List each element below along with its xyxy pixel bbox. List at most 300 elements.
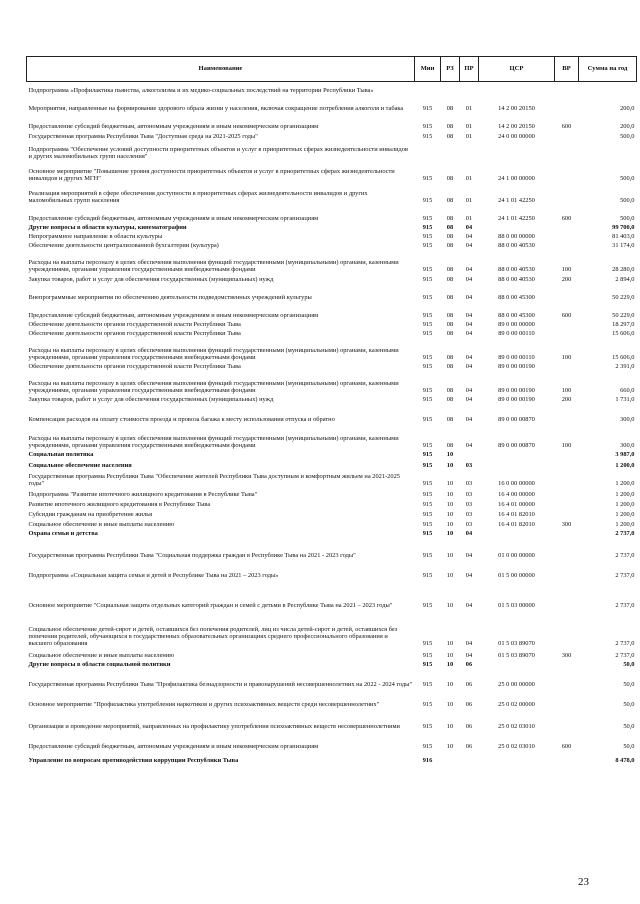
- cell-sum: 1 200,0: [615, 511, 635, 519]
- cell-vr: [555, 580, 579, 610]
- cell-csr: 01 5 03 89070: [498, 652, 535, 660]
- cell-pr: 06: [465, 701, 473, 709]
- cell-name: Социальное обеспечение и иные выплаты населению: [28, 652, 175, 660]
- cell-pr: 03: [465, 521, 473, 529]
- table-row: [27, 648, 637, 660]
- cell-vr: 100: [561, 266, 572, 274]
- cell-csr: 25 0 02 03010: [498, 743, 535, 751]
- cell-name: Развитие ипотечного жилищного кредитования в Республике Тыва: [28, 501, 211, 509]
- cell-vr: [555, 459, 579, 470]
- table-row: [27, 395, 637, 404]
- cell-name: Управление по вопросам противодействия коррупции Республики Тыва: [28, 757, 239, 765]
- cell-vr: [555, 529, 579, 538]
- cell-pr: 01: [465, 105, 473, 113]
- cell-min: 915: [422, 396, 433, 404]
- cell-sum: 15 606,0: [612, 354, 635, 362]
- cell-pr: [460, 751, 479, 765]
- cell-name: Государственная программа Республики Тыва "Доступная среда на 2021-2025 годы": [28, 133, 258, 141]
- cell-name: Государственная программа Республики Тыва "Социальная поддержка граждан в Республике Тыва на 2021 - 2023 годы": [28, 552, 356, 560]
- cell-rz: 10: [446, 661, 454, 669]
- cell-min: 915: [422, 133, 433, 141]
- cell-vr: [555, 709, 579, 731]
- cell-name: Мероприятия, направленные на формирование здорового образа жизни у населения, включая сокращение потребления алкоголя и табака: [28, 105, 404, 113]
- cell-pr: 04: [465, 572, 473, 580]
- table-row: [27, 223, 637, 232]
- cell-vr: 100: [561, 442, 572, 450]
- cell-pr: 04: [465, 266, 473, 274]
- cell-rz: 08: [446, 242, 454, 250]
- cell-rz: 08: [446, 197, 454, 205]
- cell-csr: 25 0 02 03010: [498, 723, 535, 731]
- cell-name: Государственная программа Республики Тыва "Профилактика безнадзорности и правонарушений несовершеннолетних на 2022 - 2024 годы": [28, 681, 413, 689]
- table-row: [27, 302, 637, 320]
- cell-csr: 24 0 00 00000: [498, 133, 535, 141]
- cell-csr: 89 0 00 00870: [498, 442, 535, 450]
- cell-csr: 89 0 00 00190: [498, 396, 535, 404]
- cell-rz: 08: [446, 224, 454, 232]
- cell-csr: 14 2 00 20150: [498, 105, 535, 113]
- cell-rz: 08: [446, 105, 454, 113]
- table-row: [27, 183, 637, 205]
- cell-rz: 08: [446, 266, 454, 274]
- cell-name: Другие вопросы в области культуры, кинематографии: [28, 224, 187, 232]
- cell-sum: 2 737,0: [615, 640, 635, 648]
- table-row: [27, 205, 637, 223]
- cell-vr: 100: [561, 387, 572, 395]
- cell-name: Расходы на выплаты персоналу в целях обеспечения выполнения функций государственными (муниципальными) органами, казенными учреждениями, органами управления государственными внебюджетными фондами: [28, 380, 399, 395]
- cell-rz: 08: [446, 312, 454, 320]
- cell-pr: 04: [465, 312, 473, 320]
- cell-rz: 10: [446, 701, 454, 709]
- cell-rz: 08: [446, 363, 454, 371]
- cell-min: 915: [422, 442, 433, 450]
- cell-pr: 04: [465, 363, 473, 371]
- cell-rz: 10: [446, 602, 454, 610]
- cell-pr: 04: [465, 396, 473, 404]
- cell-name: Закупка товаров, работ и услуг для обеспечения государственных (муниципальных) нужд: [28, 396, 274, 404]
- cell-csr: [479, 529, 555, 538]
- cell-rz: 10: [446, 552, 454, 560]
- cell-name: Подпрограмма «Профилактика пьянства, алкоголизма и их медико-социальных последствий на территории Республики Тыва»: [28, 87, 374, 95]
- table-row: [27, 560, 637, 580]
- table-row: [27, 141, 637, 161]
- cell-name: Закупка товаров, работ и услуг для обеспечения государственных (муниципальных) нужд: [28, 276, 274, 284]
- cell-sum: 660,0: [620, 387, 635, 395]
- header-pr: ПР: [460, 57, 479, 82]
- cell-min: 915: [422, 640, 433, 648]
- cell-csr: [479, 82, 555, 95]
- table-row: [27, 404, 637, 424]
- budget-table: [26, 56, 637, 765]
- cell-vr: 600: [561, 123, 572, 131]
- cell-name: Социальное обеспечение детей-сирот и детей, оставшихся без попечения родителей, лиц из числа детей-сирот и детей, оставшихся без попечения родителей, обучающихся в государственных образовательных организациях среднего профессионального образования и высшего образования: [28, 625, 398, 648]
- cell-csr: 88 0 00 45300: [498, 294, 535, 302]
- cell-sum: 99 700,0: [612, 224, 635, 232]
- cell-rz: 10: [446, 530, 454, 538]
- table-row: [27, 689, 637, 709]
- cell-vr: [555, 404, 579, 424]
- cell-rz: 08: [446, 175, 454, 183]
- cell-min: 915: [422, 312, 433, 320]
- cell-min: 915: [422, 175, 433, 183]
- cell-name: Компенсация расходов на оплату стоимости проезда и провоза багажа к месту использования отпуска и обратно: [28, 416, 335, 424]
- table-row: [27, 82, 637, 95]
- cell-csr: [479, 459, 555, 470]
- cell-min: 915: [422, 701, 433, 709]
- cell-sum: 50,0: [623, 743, 635, 751]
- cell-min: 915: [422, 215, 433, 223]
- cell-csr: 25 0 02 00000: [498, 701, 535, 709]
- cell-pr: 04: [465, 233, 473, 241]
- cell-sum: 18 297,0: [612, 321, 635, 329]
- cell-vr: [555, 320, 579, 329]
- cell-rz: 10: [446, 511, 454, 519]
- cell-min: 915: [422, 197, 433, 205]
- cell-vr: [555, 362, 579, 371]
- cell-vr: [555, 241, 579, 250]
- cell-vr: [555, 610, 579, 648]
- cell-rz: 10: [446, 451, 454, 459]
- cell-sum: 300,0: [620, 442, 635, 450]
- cell-pr: 04: [465, 552, 473, 560]
- cell-name: Другие вопросы в области социальной политики: [28, 661, 171, 669]
- table-row: [27, 424, 637, 450]
- cell-pr: 01: [465, 133, 473, 141]
- cell-sum: 500,0: [620, 215, 635, 223]
- table-row: [27, 580, 637, 610]
- cell-pr: 06: [465, 681, 473, 689]
- cell-min: 915: [422, 416, 433, 424]
- cell-name: Расходы на выплаты персоналу в целях обеспечения выполнения функций государственными (муниципальными) органами, казенными учреждениями, органами управления государственными внебюджетными фондами: [28, 259, 399, 274]
- cell-sum: 2 737,0: [615, 552, 635, 560]
- cell-rz: 08: [446, 416, 454, 424]
- cell-min: 915: [422, 652, 433, 660]
- cell-rz: 08: [446, 276, 454, 284]
- cell-pr: 01: [465, 175, 473, 183]
- cell-rz: 08: [446, 396, 454, 404]
- cell-vr: [555, 131, 579, 141]
- cell-csr: 16 4 00 00000: [498, 491, 535, 499]
- cell-vr: [555, 470, 579, 488]
- table-row: [27, 509, 637, 519]
- table-row: [27, 274, 637, 284]
- cell-csr: 88 0 00 40530: [498, 276, 535, 284]
- cell-rz: 08: [446, 354, 454, 362]
- cell-rz: 10: [446, 652, 454, 660]
- cell-vr: 600: [561, 215, 572, 223]
- cell-vr: [555, 329, 579, 338]
- header-sum: Сумма на год: [579, 57, 637, 82]
- cell-rz: 10: [446, 681, 454, 689]
- cell-sum: 1 200,0: [615, 521, 635, 529]
- cell-name: Обеспечение деятельности органов государственной власти Республики Тыва: [28, 363, 241, 371]
- cell-csr: 24 1 00 00000: [498, 175, 535, 183]
- cell-min: 915: [422, 233, 433, 241]
- cell-vr: [555, 499, 579, 509]
- cell-sum: 1 731,0: [615, 396, 635, 404]
- cell-sum: 2 737,0: [615, 602, 635, 610]
- cell-vr: [555, 488, 579, 499]
- cell-csr: 89 0 00 00190: [498, 363, 535, 371]
- table-row: [27, 660, 637, 669]
- table-row: [27, 669, 637, 689]
- cell-min: 915: [422, 681, 433, 689]
- cell-csr: 16 4 01 00000: [498, 501, 535, 509]
- cell-csr: 89 0 00 00110: [498, 354, 535, 362]
- cell-min: 915: [422, 501, 433, 509]
- cell-pr: 04: [465, 276, 473, 284]
- cell-rz: 08: [446, 442, 454, 450]
- cell-name: Основное мероприятие "Социальная защита отдельных категорий граждан и семей с детьми в Республике Тыва на 2021 – 2023 годы": [28, 602, 393, 610]
- cell-pr: 04: [465, 442, 473, 450]
- cell-min: [415, 141, 441, 161]
- cell-min: 915: [422, 530, 433, 538]
- cell-csr: 14 2 00 20150: [498, 123, 535, 131]
- table-row: [27, 362, 637, 371]
- table-row: [27, 284, 637, 302]
- cell-sum: 1 200,0: [615, 491, 635, 499]
- cell-rz: 10: [446, 572, 454, 580]
- cell-sum: 2 737,0: [615, 530, 635, 538]
- cell-csr: [479, 141, 555, 161]
- cell-min: 915: [422, 451, 433, 459]
- table-row: [27, 731, 637, 751]
- table-row: [27, 161, 637, 183]
- cell-sum: 2 894,0: [615, 276, 635, 284]
- cell-pr: 03: [465, 480, 473, 488]
- cell-sum: 50,0: [623, 661, 635, 669]
- cell-csr: 89 0 00 00000: [498, 321, 535, 329]
- header-name: Наименование: [27, 57, 415, 82]
- table-row: [27, 113, 637, 131]
- cell-pr: 04: [465, 294, 473, 302]
- table-row: [27, 499, 637, 509]
- cell-name: Расходы на выплаты персоналу в целях обеспечения выполнения функций государственными (муниципальными) органами, казенными учреждениями, органами управления государственными внебюджетными фондами: [28, 347, 399, 362]
- cell-vr: 600: [561, 312, 572, 320]
- cell-csr: [479, 660, 555, 669]
- cell-rz: 10: [446, 491, 454, 499]
- cell-sum: 500,0: [620, 175, 635, 183]
- cell-sum: 50 229,0: [612, 294, 635, 302]
- table-row: [27, 232, 637, 241]
- cell-sum: 50,0: [623, 723, 635, 731]
- cell-name: Предоставление субсидий бюджетным, автономным учреждениям и иным некоммерческим организациям: [28, 215, 319, 223]
- cell-pr: 03: [465, 511, 473, 519]
- cell-sum: 500,0: [620, 133, 635, 141]
- cell-pr: 03: [465, 491, 473, 499]
- cell-pr: [460, 450, 479, 459]
- cell-rz: 10: [446, 501, 454, 509]
- cell-rz: 08: [446, 123, 454, 131]
- cell-min: 916: [422, 757, 433, 765]
- cell-name: Предоставление субсидий бюджетным, автономным учреждениям и иным некоммерческим организациям: [28, 743, 319, 751]
- cell-min: 915: [422, 480, 433, 488]
- cell-pr: 04: [465, 330, 473, 338]
- table-row: [27, 538, 637, 560]
- cell-rz: 08: [446, 387, 454, 395]
- cell-rz: 08: [446, 215, 454, 223]
- cell-rz: 08: [446, 233, 454, 241]
- cell-name: Организация и проведение мероприятий, направленных на профилактику употребления психоактивных веществ несовершеннолетними: [28, 723, 400, 731]
- header-vr: ВР: [555, 57, 579, 82]
- table-row: [27, 529, 637, 538]
- cell-min: 915: [422, 276, 433, 284]
- cell-rz: 10: [446, 743, 454, 751]
- cell-csr: 89 0 00 00110: [498, 330, 535, 338]
- cell-csr: 16 4 01 82010: [498, 511, 535, 519]
- cell-csr: 01 5 03 00000: [498, 602, 535, 610]
- cell-csr: [479, 751, 555, 765]
- cell-sum: 1 200,0: [615, 480, 635, 488]
- header-rz: РЗ: [441, 57, 460, 82]
- cell-pr: 04: [465, 602, 473, 610]
- cell-rz: 10: [446, 462, 454, 470]
- cell-pr: [460, 141, 479, 161]
- cell-pr: 06: [465, 723, 473, 731]
- cell-min: 915: [422, 242, 433, 250]
- cell-rz: 10: [446, 521, 454, 529]
- cell-csr: 25 0 00 00000: [498, 681, 535, 689]
- cell-rz: 08: [446, 133, 454, 141]
- cell-rz: 08: [446, 321, 454, 329]
- cell-sum: 50 229,0: [612, 312, 635, 320]
- cell-pr: 01: [465, 197, 473, 205]
- cell-csr: 24 1 01 42250: [498, 197, 535, 205]
- cell-sum: 28 280,0: [612, 266, 635, 274]
- cell-pr: 01: [465, 123, 473, 131]
- cell-csr: 01 5 00 00000: [498, 572, 535, 580]
- cell-csr: 24 1 01 42250: [498, 215, 535, 223]
- table-body: [27, 82, 637, 765]
- table-row: [27, 709, 637, 731]
- cell-min: 915: [422, 462, 433, 470]
- cell-csr: [479, 450, 555, 459]
- cell-min: 915: [422, 123, 433, 131]
- cell-sum: 1 200,0: [615, 501, 635, 509]
- cell-pr: 04: [465, 640, 473, 648]
- cell-sum: 81 403,0: [612, 233, 635, 241]
- cell-vr: [555, 95, 579, 113]
- cell-name: Реализация мероприятий в сфере обеспечения доступности в приоритетных сферах жизнедеятельности инвалидов и других маломобильных групп населения: [28, 190, 368, 205]
- table-row: [27, 241, 637, 250]
- cell-name: Обеспечение деятельности органов государственной власти Республики Тыва: [28, 321, 241, 329]
- cell-csr: 88 0 00 40530: [498, 266, 535, 274]
- cell-sum: 2 737,0: [615, 572, 635, 580]
- table-row: [27, 95, 637, 113]
- cell-min: 915: [422, 363, 433, 371]
- cell-csr: 89 0 00 00870: [498, 416, 535, 424]
- cell-rz: 10: [446, 480, 454, 488]
- cell-rz: [441, 141, 460, 161]
- cell-min: 915: [422, 294, 433, 302]
- cell-pr: 04: [465, 321, 473, 329]
- cell-vr: [555, 141, 579, 161]
- cell-min: 915: [422, 105, 433, 113]
- document-page: [26, 56, 636, 765]
- cell-name: Предоставление субсидий бюджетным, автономным учреждениям и иным некоммерческим организациям: [28, 312, 319, 320]
- cell-vr: [555, 284, 579, 302]
- cell-min: [415, 82, 441, 95]
- cell-min: 915: [422, 491, 433, 499]
- cell-min: 915: [422, 354, 433, 362]
- cell-vr: 200: [561, 396, 572, 404]
- cell-name: Внепрограммные мероприятия по обеспечению деятельности подведомственных учреждений культуры: [28, 294, 312, 302]
- cell-min: 915: [422, 521, 433, 529]
- cell-name: Охрана семьи и детства: [28, 530, 98, 538]
- table-row: [27, 329, 637, 338]
- table-row: [27, 470, 637, 488]
- cell-sum: [579, 141, 637, 161]
- cell-name: Непрограммное направление в области культуры: [28, 233, 163, 241]
- cell-name: Обеспечение деятельности органов государственной власти Республики Тыва: [28, 330, 241, 338]
- cell-pr: 04: [465, 387, 473, 395]
- cell-pr: 04: [465, 416, 473, 424]
- header-csr: ЦСР: [479, 57, 555, 82]
- cell-vr: [555, 450, 579, 459]
- table-row: [27, 519, 637, 529]
- cell-rz: 10: [446, 723, 454, 731]
- cell-pr: 04: [465, 354, 473, 362]
- table-row: [27, 751, 637, 765]
- cell-vr: [555, 183, 579, 205]
- cell-sum: 3 987,0: [615, 451, 635, 459]
- table-row: [27, 450, 637, 459]
- cell-sum: 8 478,0: [615, 757, 635, 765]
- cell-sum: [579, 82, 637, 95]
- cell-pr: 04: [465, 652, 473, 660]
- cell-min: 915: [422, 511, 433, 519]
- cell-vr: [555, 660, 579, 669]
- cell-sum: 500,0: [620, 197, 635, 205]
- cell-csr: 88 0 00 00000: [498, 233, 535, 241]
- table-header-row: [27, 57, 637, 82]
- cell-sum: 50,0: [623, 681, 635, 689]
- cell-rz: [441, 82, 460, 95]
- cell-vr: 100: [561, 354, 572, 362]
- table-row: [27, 338, 637, 362]
- cell-min: 915: [422, 266, 433, 274]
- cell-vr: [555, 82, 579, 95]
- cell-csr: 88 0 00 40530: [498, 242, 535, 250]
- cell-pr: 03: [465, 462, 473, 470]
- table-row: [27, 488, 637, 499]
- cell-name: Основное мероприятие "Повышение уровня доступности приоритетных объектов и услуг в приоритетных сферах жизнедеятельности инвалидов и других МГН": [28, 168, 395, 183]
- cell-pr: 01: [465, 215, 473, 223]
- cell-csr: 16 0 00 00000: [498, 480, 535, 488]
- header-min: Мин: [415, 57, 441, 82]
- cell-sum: 15 606,0: [612, 330, 635, 338]
- cell-name: Социальная политика: [28, 451, 94, 459]
- cell-name: Подпрограмма "Развитие ипотечного жилищного кредитования в Республике Тыва": [28, 491, 258, 499]
- cell-vr: [555, 509, 579, 519]
- cell-name: Социальное обеспечение населения: [28, 462, 132, 470]
- cell-name: Подпрограмма "Обеспечение условий доступности приоритетных объектов и услуг в приоритетных сферах жизнедеятельности инвалидов и других маломобильных групп населения": [28, 146, 408, 161]
- cell-vr: [555, 560, 579, 580]
- cell-name: Основное мероприятие "Профилактика употребления наркотиков и других психоактивных веществ среди несовершеннолетних": [28, 701, 380, 709]
- cell-name: Обеспечение деятельности централизованной бухгалтерии (культура): [28, 242, 219, 250]
- cell-sum: 300,0: [620, 416, 635, 424]
- cell-sum: 50,0: [623, 701, 635, 709]
- table-row: [27, 371, 637, 395]
- table-row: [27, 459, 637, 470]
- cell-name: Государственная программа Республики Тыва "Обеспечение жителей Республики Тыва доступным и комфортным жильем на 2021-2025 годы": [28, 473, 400, 488]
- cell-name: Предоставление субсидий бюджетным, автономным учреждениям и иным некоммерческим организациям: [28, 123, 319, 131]
- cell-pr: 04: [465, 242, 473, 250]
- cell-vr: [555, 161, 579, 183]
- cell-vr: [555, 232, 579, 241]
- cell-sum: 1 200,0: [615, 462, 635, 470]
- cell-min: 915: [422, 723, 433, 731]
